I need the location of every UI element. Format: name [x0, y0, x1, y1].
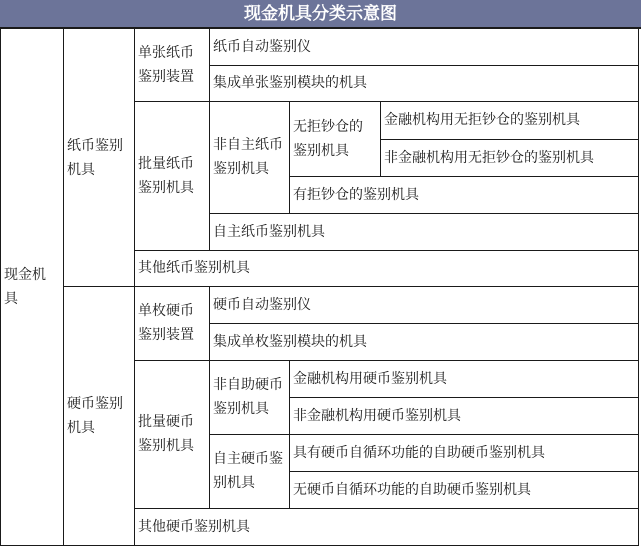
grid-line	[134, 101, 639, 102]
paper-withreject-node: 有拒钞仓的鉴别机具	[293, 186, 419, 203]
grid-line	[63, 286, 639, 287]
coin-nonself-node: 非自助硬币鉴别机具	[213, 377, 283, 417]
paper-auto-node: 自主纸币鉴别机具	[213, 223, 325, 240]
coin-self-item: 具有硬币自循环功能的自助硬币鉴别机具	[293, 444, 545, 461]
coin-batch-node: 批量硬币鉴别机具	[138, 414, 194, 454]
coin-nonself-item: 非金融机构用硬币鉴别机具	[293, 407, 461, 424]
paper-node: 纸币鉴别机具	[67, 137, 123, 178]
coin-self-node: 自主硬币鉴别机具	[213, 451, 283, 491]
grid-line	[209, 434, 639, 435]
paper-batch-node: 批量纸币鉴别机具	[138, 155, 194, 196]
root-node: 现金机具	[4, 267, 46, 307]
coin-nonself-item: 金融机构用硬币鉴别机具	[293, 370, 447, 387]
grid-line	[209, 29, 210, 250]
grid-line	[134, 29, 135, 545]
grid-line	[380, 139, 639, 140]
grid-line	[134, 508, 639, 509]
paper-nonauto-node: 非自主纸币鉴别机具	[213, 137, 283, 177]
paper-single-item: 集成单张鉴别模块的机具	[213, 75, 367, 91]
grid-line	[209, 323, 639, 324]
grid-line	[289, 101, 290, 213]
grid-line	[289, 397, 639, 398]
grid-line	[209, 65, 639, 66]
paper-noreject-node: 无拒钞仓的鉴别机具	[293, 118, 363, 159]
grid-line	[209, 286, 210, 508]
coin-other-node: 其他硬币鉴别机具	[138, 518, 250, 535]
grid-line	[134, 250, 639, 251]
coin-single-node: 单枚硬币鉴别装置	[138, 303, 194, 343]
paper-single-item: 纸币自动鉴别仪	[213, 39, 311, 55]
grid-line	[63, 29, 64, 545]
grid-line	[289, 176, 639, 177]
coin-single-item: 硬币自动鉴别仪	[213, 296, 311, 313]
grid-line	[289, 471, 639, 472]
paper-noreject-item: 非金融机构用无拒钞仓的鉴别机具	[384, 149, 594, 166]
grid-line	[0, 545, 639, 546]
coin-self-item: 无硬币自循环功能的自助硬币鉴别机具	[293, 481, 531, 498]
coin-single-item: 集成单枚鉴别模块的机具	[213, 333, 367, 350]
paper-noreject-item: 金融机构用无拒钞仓的鉴别机具	[384, 112, 580, 128]
paper-other-node: 其他纸币鉴别机具	[138, 260, 250, 276]
grid-line	[0, 29, 1, 546]
grid-line	[638, 29, 639, 546]
diagram-title: 现金机具分类示意图	[0, 0, 641, 29]
grid-line	[134, 360, 639, 361]
coin-node: 硬币鉴别机具	[67, 395, 123, 436]
grid-line	[209, 213, 639, 214]
paper-single-node: 单张纸币鉴别装置	[138, 45, 194, 85]
